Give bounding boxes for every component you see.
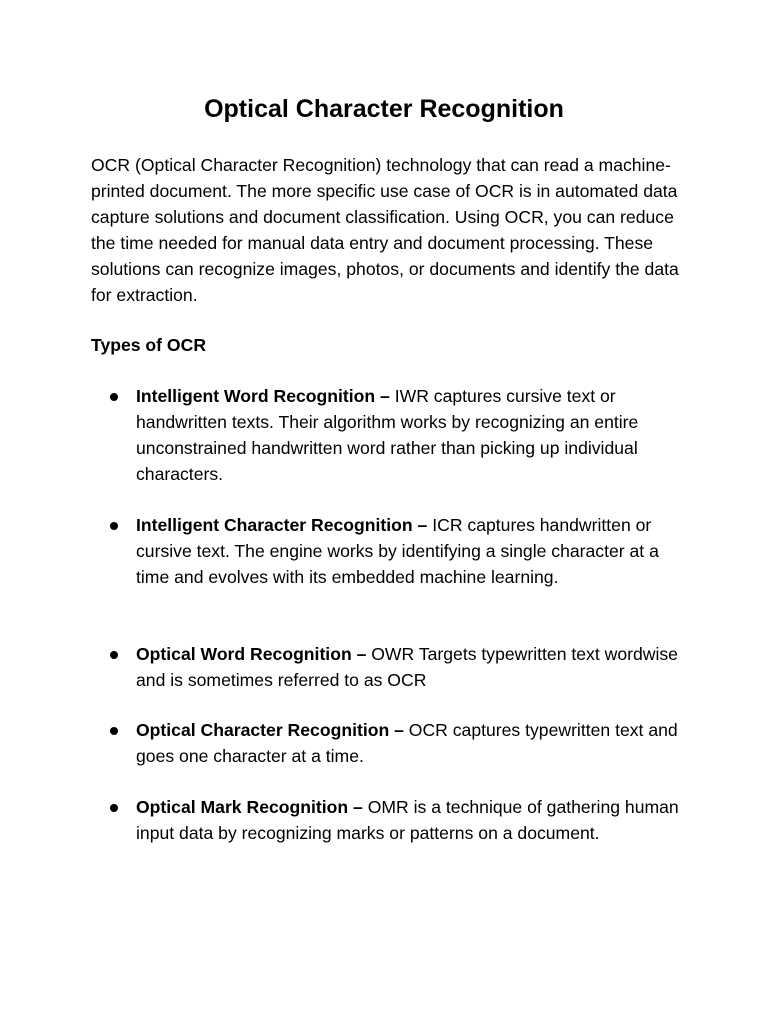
type-name: Optical Word Recognition xyxy=(136,644,352,664)
type-separator: – xyxy=(351,644,372,664)
type-separator: – xyxy=(348,797,368,817)
bullet-icon xyxy=(110,727,118,735)
bullet-icon xyxy=(110,651,118,659)
section-heading: Types of OCR xyxy=(91,335,207,355)
type-description: OCR captures typewritten text and goes one character at a time. xyxy=(136,720,678,766)
type-name: Intelligent Word Recognition xyxy=(136,386,376,406)
page-title: Optical Character Recognition xyxy=(204,95,564,123)
type-separator: – xyxy=(375,386,395,406)
list-item xyxy=(136,641,691,693)
list-item xyxy=(136,794,691,846)
type-name: Intelligent Character Recognition xyxy=(136,515,413,535)
type-description: OMR is a technique of gathering human input data by recognizing marks or patterns on a document. xyxy=(136,797,679,843)
bullet-icon xyxy=(110,522,118,530)
type-description: IWR captures cursive text or handwritten texts. Their algorithm works by recognizing an entire unconstrained handwritten word rather than picking up individual characters. xyxy=(136,386,639,484)
type-name: Optical Character Recognition xyxy=(136,720,390,740)
type-separator: – xyxy=(412,515,433,535)
type-description: OWR Targets typewritten text wordwise and is sometimes referred to as OCR xyxy=(136,644,678,690)
type-separator: – xyxy=(389,720,409,740)
type-description: ICR captures handwritten or cursive text. The engine works by identifying a single character at a time and evolves with its embedded machine learning. xyxy=(136,515,659,587)
list-item xyxy=(136,383,691,487)
list-item xyxy=(136,512,691,590)
type-name: Optical Mark Recognition xyxy=(136,797,349,817)
list-item xyxy=(136,717,691,769)
bullet-icon xyxy=(110,804,118,812)
bullet-icon xyxy=(110,393,118,401)
intro-paragraph: OCR (Optical Character Recognition) technology that can read a machine-printed document. The more specific use case of OCR is in automated data capture solutions and document classification. Using OCR, you can reduce the time needed for manual data entry and document processing. These solutions can recognize images, photos, or documents and identify the data for extraction. xyxy=(91,155,679,305)
